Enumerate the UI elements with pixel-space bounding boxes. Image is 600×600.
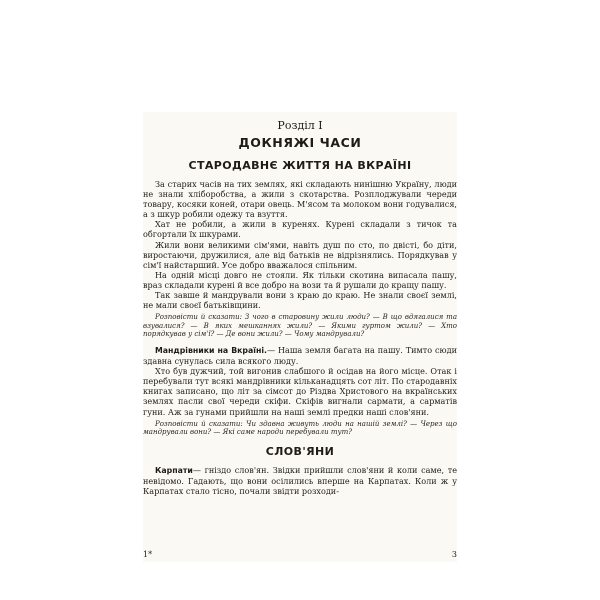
section-title-ancient-life: СТАРОДАВНЄ ЖИТТЯ НА ВКРАЇНІ bbox=[188, 159, 412, 172]
signature-mark: 1* bbox=[143, 550, 153, 559]
paragraph-text: — гніздо слов'ян. Звідки прийшли слов'яни й коли саме, те невідомо. Гадають, що вони осілились вперше на Карпатах. Коли ж у Карпатах стало тісно, почали звідти розходи- bbox=[143, 464, 457, 497]
review-questions: Розповісти й сказати: З чого в старовину жили люди? — В що вдягалися та взувалися? — В яких мешканнях жили? — Якими гуртом жили? — Хто порядкував у сім'ї? — Де вони жили? — Чому мандрували? bbox=[143, 313, 457, 339]
section-title-slavs: СЛОВ'ЯНИ bbox=[265, 444, 335, 458]
paragraph-travelers bbox=[143, 345, 457, 366]
paragraph: Так завше й мандрували вони з краю до краю. Не знали своєї землі, не мали своєї батьківщини. bbox=[143, 290, 457, 311]
paragraph-carpathians bbox=[143, 465, 457, 496]
book-page bbox=[143, 112, 457, 562]
paragraph-lead: Мандрівники на Вкраїні. bbox=[155, 346, 267, 355]
paragraph-text: — Наша земля багата на пашу. Тимто сюди здавна сунулась сила всякого люду. bbox=[143, 345, 457, 367]
part-title: ДОКНЯЖІ ЧАСИ bbox=[238, 135, 362, 150]
paragraph: За старих часів на тих землях, які складають нинішню Україну, люди не знали хліборобства, а жили з скотарства. Розплоджували череди товару, косяки коней, отари овець. М'ясом та молоком вони годувалися, а з шкур робили одежу та взуття. bbox=[143, 179, 457, 220]
paragraph: На одній місці довго не стояли. Як тільки скотина випасала пашу, враз складали курені й все добро на вози та й рушали до кращу пашу. bbox=[143, 269, 457, 290]
review-questions: Розповісти й сказати: Чи здавна живуть люди на нашій землі? — Через що мандрували вони? — Які саме народи перебували тут? bbox=[143, 419, 457, 437]
paragraph: Хат не робили, а жили в куренях. Курені складали з тичок та обгортали їх шкурами. bbox=[143, 219, 457, 240]
chapter-heading: Розділ І bbox=[277, 119, 323, 132]
paragraph: Жили вони великими сім'ями, навіть душ по сто, по двісті, бо діти, виростаючи, дружилися, але від батьків не відрізнялись. Порядкував у сім'ї найстарший. Усе добро вважалося спільним. bbox=[143, 239, 457, 270]
page-footer bbox=[143, 547, 457, 559]
page-number: 3 bbox=[451, 550, 457, 559]
paragraph: Хто був дужчий, той вигонив слабшого й осідав на його місце. Отак і перебували тут всякі мандрівники кільканадцять сот літ. По стародавніх книгах записано, що літ за сімсот до Різдва Христового на вкраїнських землях пасли свої череди скіфи. Скіфів вигнали сармати, а сарматів гуни. Аж за гунами прийшли на наші землі предки наші слов'яни. bbox=[143, 366, 457, 417]
paragraph-lead: Карпати bbox=[155, 465, 193, 475]
